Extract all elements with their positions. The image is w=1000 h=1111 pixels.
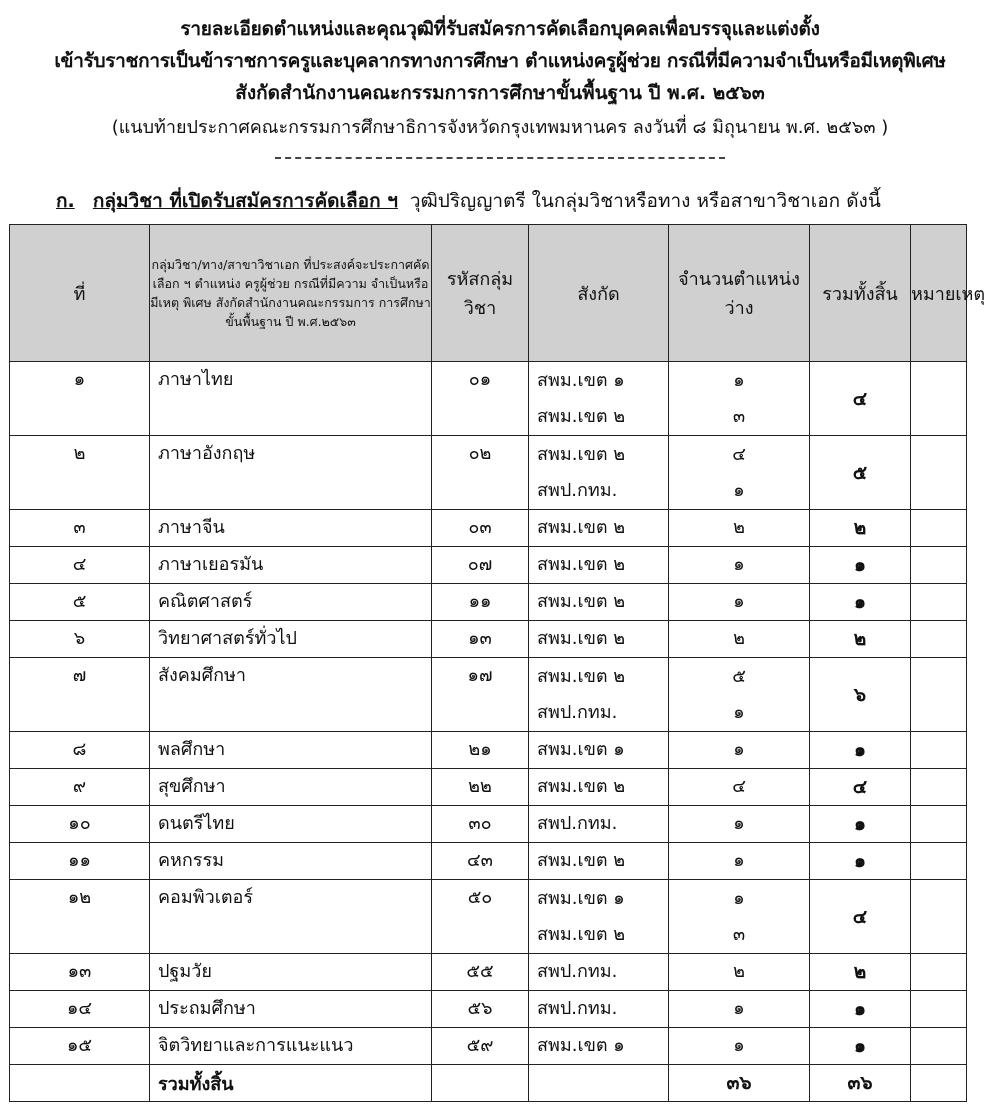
row-vacancies xyxy=(669,547,810,584)
row-vacancies xyxy=(669,806,810,843)
vacancy-line: ๑ xyxy=(733,998,745,1019)
row-number-text: ๑๓ xyxy=(67,961,92,982)
row-subject: คอมพิวเตอร์ xyxy=(150,880,432,954)
row-vacancies xyxy=(669,954,810,991)
row-number xyxy=(10,991,150,1028)
vacancy-line: ๑ xyxy=(733,739,745,760)
table-row xyxy=(10,1028,967,1065)
table-row xyxy=(10,880,967,954)
table-row xyxy=(10,436,967,510)
vacancy-line: ๑ xyxy=(733,850,745,871)
row-subject: ภาษาเยอรมัน xyxy=(150,547,432,584)
row-number-text: ๑๔ xyxy=(66,998,93,1019)
row-code: ๐๗ xyxy=(432,547,529,584)
row-vacancies xyxy=(669,436,810,510)
table-row xyxy=(10,658,967,732)
affiliation-line: สพม.เขต ๒ xyxy=(537,628,626,649)
row-number-text: ๒ xyxy=(73,443,86,464)
row-affiliation xyxy=(529,658,669,732)
affiliation-line: สพม.เขต ๒ xyxy=(537,517,626,538)
row-code: ๐๑ xyxy=(432,362,529,436)
table-row xyxy=(10,510,967,547)
row-number-text: ๑๒ xyxy=(67,887,92,908)
row-number xyxy=(10,621,150,658)
header-line-1: รายละเอียดตำแหน่งและคุณวุฒิที่รับสมัครการคัดเลือกบุคคลเพื่อบรรจุและแต่งตั้ง xyxy=(180,18,820,40)
row-vacancies xyxy=(669,510,810,547)
affiliation-line: สพม.เขต ๒ xyxy=(537,405,626,427)
table-row xyxy=(10,547,967,584)
row-code: ๔๓ xyxy=(432,843,529,880)
row-vacancies xyxy=(669,362,810,436)
row-remark xyxy=(911,510,967,547)
affiliation-line: สพม.เขต ๒ xyxy=(537,665,626,687)
row-number-text: ๗ xyxy=(72,665,87,686)
header-line-3: สังกัดสำนักงานคณะกรรมการการศึกษาขั้นพื้นฐาน ปี พ.ศ. ๒๕๖๓ xyxy=(235,82,765,104)
row-total: ๑ xyxy=(810,584,911,621)
vacancy-line: ๔ xyxy=(732,443,746,465)
row-total: ๑ xyxy=(810,1028,911,1065)
total-sum: ๓๖ xyxy=(810,1065,911,1102)
row-total: ๔ xyxy=(810,362,911,436)
row-affiliation xyxy=(529,806,669,843)
vacancy-line: ๑ xyxy=(733,887,745,909)
row-code: ๐๓ xyxy=(432,510,529,547)
table-row xyxy=(10,991,967,1028)
row-vacancies xyxy=(669,991,810,1028)
row-number xyxy=(10,806,150,843)
row-remark xyxy=(911,547,967,584)
row-subject: ปฐมวัย xyxy=(150,954,432,991)
row-subject: คณิตศาสตร์ xyxy=(150,584,432,621)
table-row xyxy=(10,806,967,843)
row-affiliation xyxy=(529,880,669,954)
affiliation-line: สพป.กทม. xyxy=(537,479,618,501)
row-number-text: ๕ xyxy=(72,591,87,612)
table-row xyxy=(10,769,967,806)
row-total: ๑ xyxy=(810,991,911,1028)
row-code: ๑๗ xyxy=(432,658,529,732)
affiliation-line: สพม.เขต ๒ xyxy=(537,776,626,797)
row-total: ๑ xyxy=(810,843,911,880)
row-affiliation xyxy=(529,362,669,436)
row-affiliation xyxy=(529,843,669,880)
row-code: ๒๒ xyxy=(432,769,529,806)
row-number xyxy=(10,1028,150,1065)
row-number xyxy=(10,436,150,510)
affiliation-line: สพม.เขต ๑ xyxy=(537,739,625,760)
vacancy-line: ๑ xyxy=(733,701,745,723)
vacancy-line: ๓ xyxy=(732,405,746,427)
row-total: ๑ xyxy=(810,547,911,584)
vacancy-line: ๑ xyxy=(733,813,745,834)
vacancy-line: ๑ xyxy=(733,1035,745,1056)
row-total: ๔ xyxy=(810,880,911,954)
row-number-text: ๘ xyxy=(72,739,87,760)
total-empty-cell xyxy=(529,1065,669,1102)
row-remark xyxy=(911,732,967,769)
row-total: ๒ xyxy=(810,510,911,547)
row-number-text: ๑๑ xyxy=(68,850,91,871)
row-code: ๓๐ xyxy=(432,806,529,843)
positions-table xyxy=(9,224,986,1102)
row-vacancies xyxy=(669,843,810,880)
vacancy-line: ๑ xyxy=(733,591,745,612)
row-total: ๕ xyxy=(810,436,911,510)
table-row xyxy=(10,732,967,769)
row-subject: วิทยาศาสตร์ทั่วไป xyxy=(150,621,432,658)
row-vacancies xyxy=(669,621,810,658)
row-number-text: ๙ xyxy=(72,776,87,797)
table-row xyxy=(10,954,967,991)
row-remark xyxy=(911,621,967,658)
affiliation-line: สพม.เขต ๑ xyxy=(537,369,625,391)
row-affiliation xyxy=(529,584,669,621)
row-vacancies xyxy=(669,732,810,769)
vacancy-line: ๒ xyxy=(733,628,745,649)
vacancy-line: ๓ xyxy=(732,923,746,945)
row-subject: ภาษาอังกฤษ xyxy=(150,436,432,510)
row-subject: สังคมศึกษา xyxy=(150,658,432,732)
section-heading xyxy=(56,186,881,216)
affiliation-line: สพป.กทม. xyxy=(537,813,618,834)
row-affiliation xyxy=(529,436,669,510)
row-number-text: ๑ xyxy=(73,369,86,390)
row-remark xyxy=(911,991,967,1028)
row-remark xyxy=(911,658,967,732)
affiliation-line: สพป.กทม. xyxy=(537,998,618,1019)
dashed-divider xyxy=(275,157,725,159)
row-number xyxy=(10,954,150,991)
vacancy-line: ๑ xyxy=(733,554,745,575)
row-remark xyxy=(911,769,967,806)
row-remark xyxy=(911,584,967,621)
row-code: ๕๖ xyxy=(432,991,529,1028)
row-code: ๕๐ xyxy=(432,880,529,954)
row-total: ๒ xyxy=(810,954,911,991)
row-remark xyxy=(911,436,967,510)
row-total: ๔ xyxy=(810,769,911,806)
header-no: ที่ xyxy=(10,225,150,362)
table-row xyxy=(10,584,967,621)
affiliation-line: สพป.กทม. xyxy=(537,961,618,982)
table-row xyxy=(10,621,967,658)
affiliation-line: สพม.เขต ๑ xyxy=(537,887,625,909)
section-title: กลุ่มวิชา ที่เปิดรับสมัครการคัดเลือก ฯ xyxy=(92,190,398,212)
row-number xyxy=(10,658,150,732)
row-number xyxy=(10,584,150,621)
header-vacancies: จำนวนตำแหน่งว่าง xyxy=(669,225,810,362)
row-vacancies xyxy=(669,769,810,806)
row-number xyxy=(10,547,150,584)
vacancy-line: ๒ xyxy=(733,517,745,538)
affiliation-line: สพม.เขต ๒ xyxy=(537,443,626,465)
row-code: ๑๓ xyxy=(432,621,529,658)
row-subject: ดนตรีไทย xyxy=(150,806,432,843)
header-code: รหัสกลุ่มวิชา xyxy=(432,225,529,362)
row-number-text: ๓ xyxy=(73,517,86,538)
row-subject: ภาษาจีน xyxy=(150,510,432,547)
row-remark xyxy=(911,806,967,843)
affiliation-line: สพม.เขต ๒ xyxy=(537,591,626,612)
row-number-text: ๑๕ xyxy=(66,1035,93,1056)
row-affiliation xyxy=(529,954,669,991)
row-number xyxy=(10,732,150,769)
affiliation-line: สพม.เขต ๒ xyxy=(537,554,626,575)
row-code: ๑๑ xyxy=(432,584,529,621)
row-subject: คหกรรม xyxy=(150,843,432,880)
header-line-4: (แนบท้ายประกาศคณะกรรมการศึกษาธิการจังหวัดกรุงเทพมหานคร ลงวันที่ ๘ มิถุนายน พ.ศ. ๒๕๖๓ ) xyxy=(111,117,889,138)
row-vacancies xyxy=(669,584,810,621)
row-number xyxy=(10,880,150,954)
row-total: ๑ xyxy=(810,806,911,843)
row-affiliation xyxy=(529,1028,669,1065)
total-empty-cell xyxy=(432,1065,529,1102)
header-line-2: เข้ารับราชการเป็นข้าราชการครูและบุคลากรทางการศึกษา ตำแหน่งครูผู้ช่วย กรณีที่มีความจำเป็นหรือมีเหตุพิเศษ xyxy=(54,50,946,72)
affiliation-line: สพม.เขต ๒ xyxy=(537,850,626,871)
row-code: ๐๒ xyxy=(432,436,529,510)
row-affiliation xyxy=(529,732,669,769)
row-vacancies xyxy=(669,658,810,732)
affiliation-line: สพม.เขต ๑ xyxy=(537,1035,625,1056)
row-affiliation xyxy=(529,991,669,1028)
row-number-text: ๔ xyxy=(72,554,87,575)
row-affiliation xyxy=(529,510,669,547)
row-code: ๒๑ xyxy=(432,732,529,769)
row-number xyxy=(10,362,150,436)
row-remark xyxy=(911,880,967,954)
table-total-row xyxy=(10,1065,967,1102)
row-remark xyxy=(911,1028,967,1065)
total-empty-cell xyxy=(10,1065,150,1102)
section-letter: ก. xyxy=(56,190,75,212)
vacancy-line: ๕ xyxy=(732,665,746,687)
row-vacancies xyxy=(669,1028,810,1065)
row-number xyxy=(10,843,150,880)
vacancy-line: ๑ xyxy=(733,369,745,391)
total-empty-cell xyxy=(911,1065,967,1102)
row-subject: ประถมศึกษา xyxy=(150,991,432,1028)
row-total: ๒ xyxy=(810,621,911,658)
table-row xyxy=(10,843,967,880)
section-description: วุฒิปริญญาตรี ในกลุ่มวิชาหรือทาง หรือสาขาวิชาเอก ดังนี้ xyxy=(409,190,881,212)
row-remark xyxy=(911,954,967,991)
total-label: รวมทั้งสิ้น xyxy=(150,1065,432,1102)
table-row xyxy=(10,362,967,436)
affiliation-line: สพม.เขต ๒ xyxy=(537,923,626,945)
row-affiliation xyxy=(529,621,669,658)
header-remark: หมายเหตุ xyxy=(911,225,967,362)
row-remark xyxy=(911,843,967,880)
row-subject: พลศึกษา xyxy=(150,732,432,769)
vacancy-line: ๑ xyxy=(733,479,745,501)
row-number xyxy=(10,510,150,547)
row-total: ๖ xyxy=(810,658,911,732)
row-total: ๑ xyxy=(810,732,911,769)
row-number-text: ๖ xyxy=(73,628,86,649)
row-code: ๕๕ xyxy=(432,954,529,991)
row-subject: จิตวิทยาและการแนะแนว xyxy=(150,1028,432,1065)
row-subject: ภาษาไทย xyxy=(150,362,432,436)
row-code: ๕๙ xyxy=(432,1028,529,1065)
header-subject: กลุ่มวิชา/ทาง/สาขาวิชาเอก ที่ประสงค์จะประกาศคัดเลือก ฯ ตำแหน่ง ครูผู้ช่วย กรณีที่มีความ จำเป็นหรือมีเหตุ พิเศษ สังกัดสำนักงานคณะกรรมการ การศึกษาขั้นพื้นฐาน ปี พ.ศ.๒๕๖๓ xyxy=(150,225,432,362)
total-vacancies: ๓๖ xyxy=(669,1065,810,1102)
row-vacancies xyxy=(669,880,810,954)
row-affiliation xyxy=(529,769,669,806)
row-number-text: ๑๐ xyxy=(68,813,91,834)
row-subject: สุขศึกษา xyxy=(150,769,432,806)
row-affiliation xyxy=(529,547,669,584)
header-affiliation: สังกัด xyxy=(529,225,669,362)
affiliation-line: สพป.กทม. xyxy=(537,701,618,723)
header-total: รวมทั้งสิ้น xyxy=(810,225,911,362)
row-number xyxy=(10,769,150,806)
row-remark xyxy=(911,362,967,436)
vacancy-line: ๔ xyxy=(732,776,746,797)
vacancy-line: ๒ xyxy=(733,961,745,982)
